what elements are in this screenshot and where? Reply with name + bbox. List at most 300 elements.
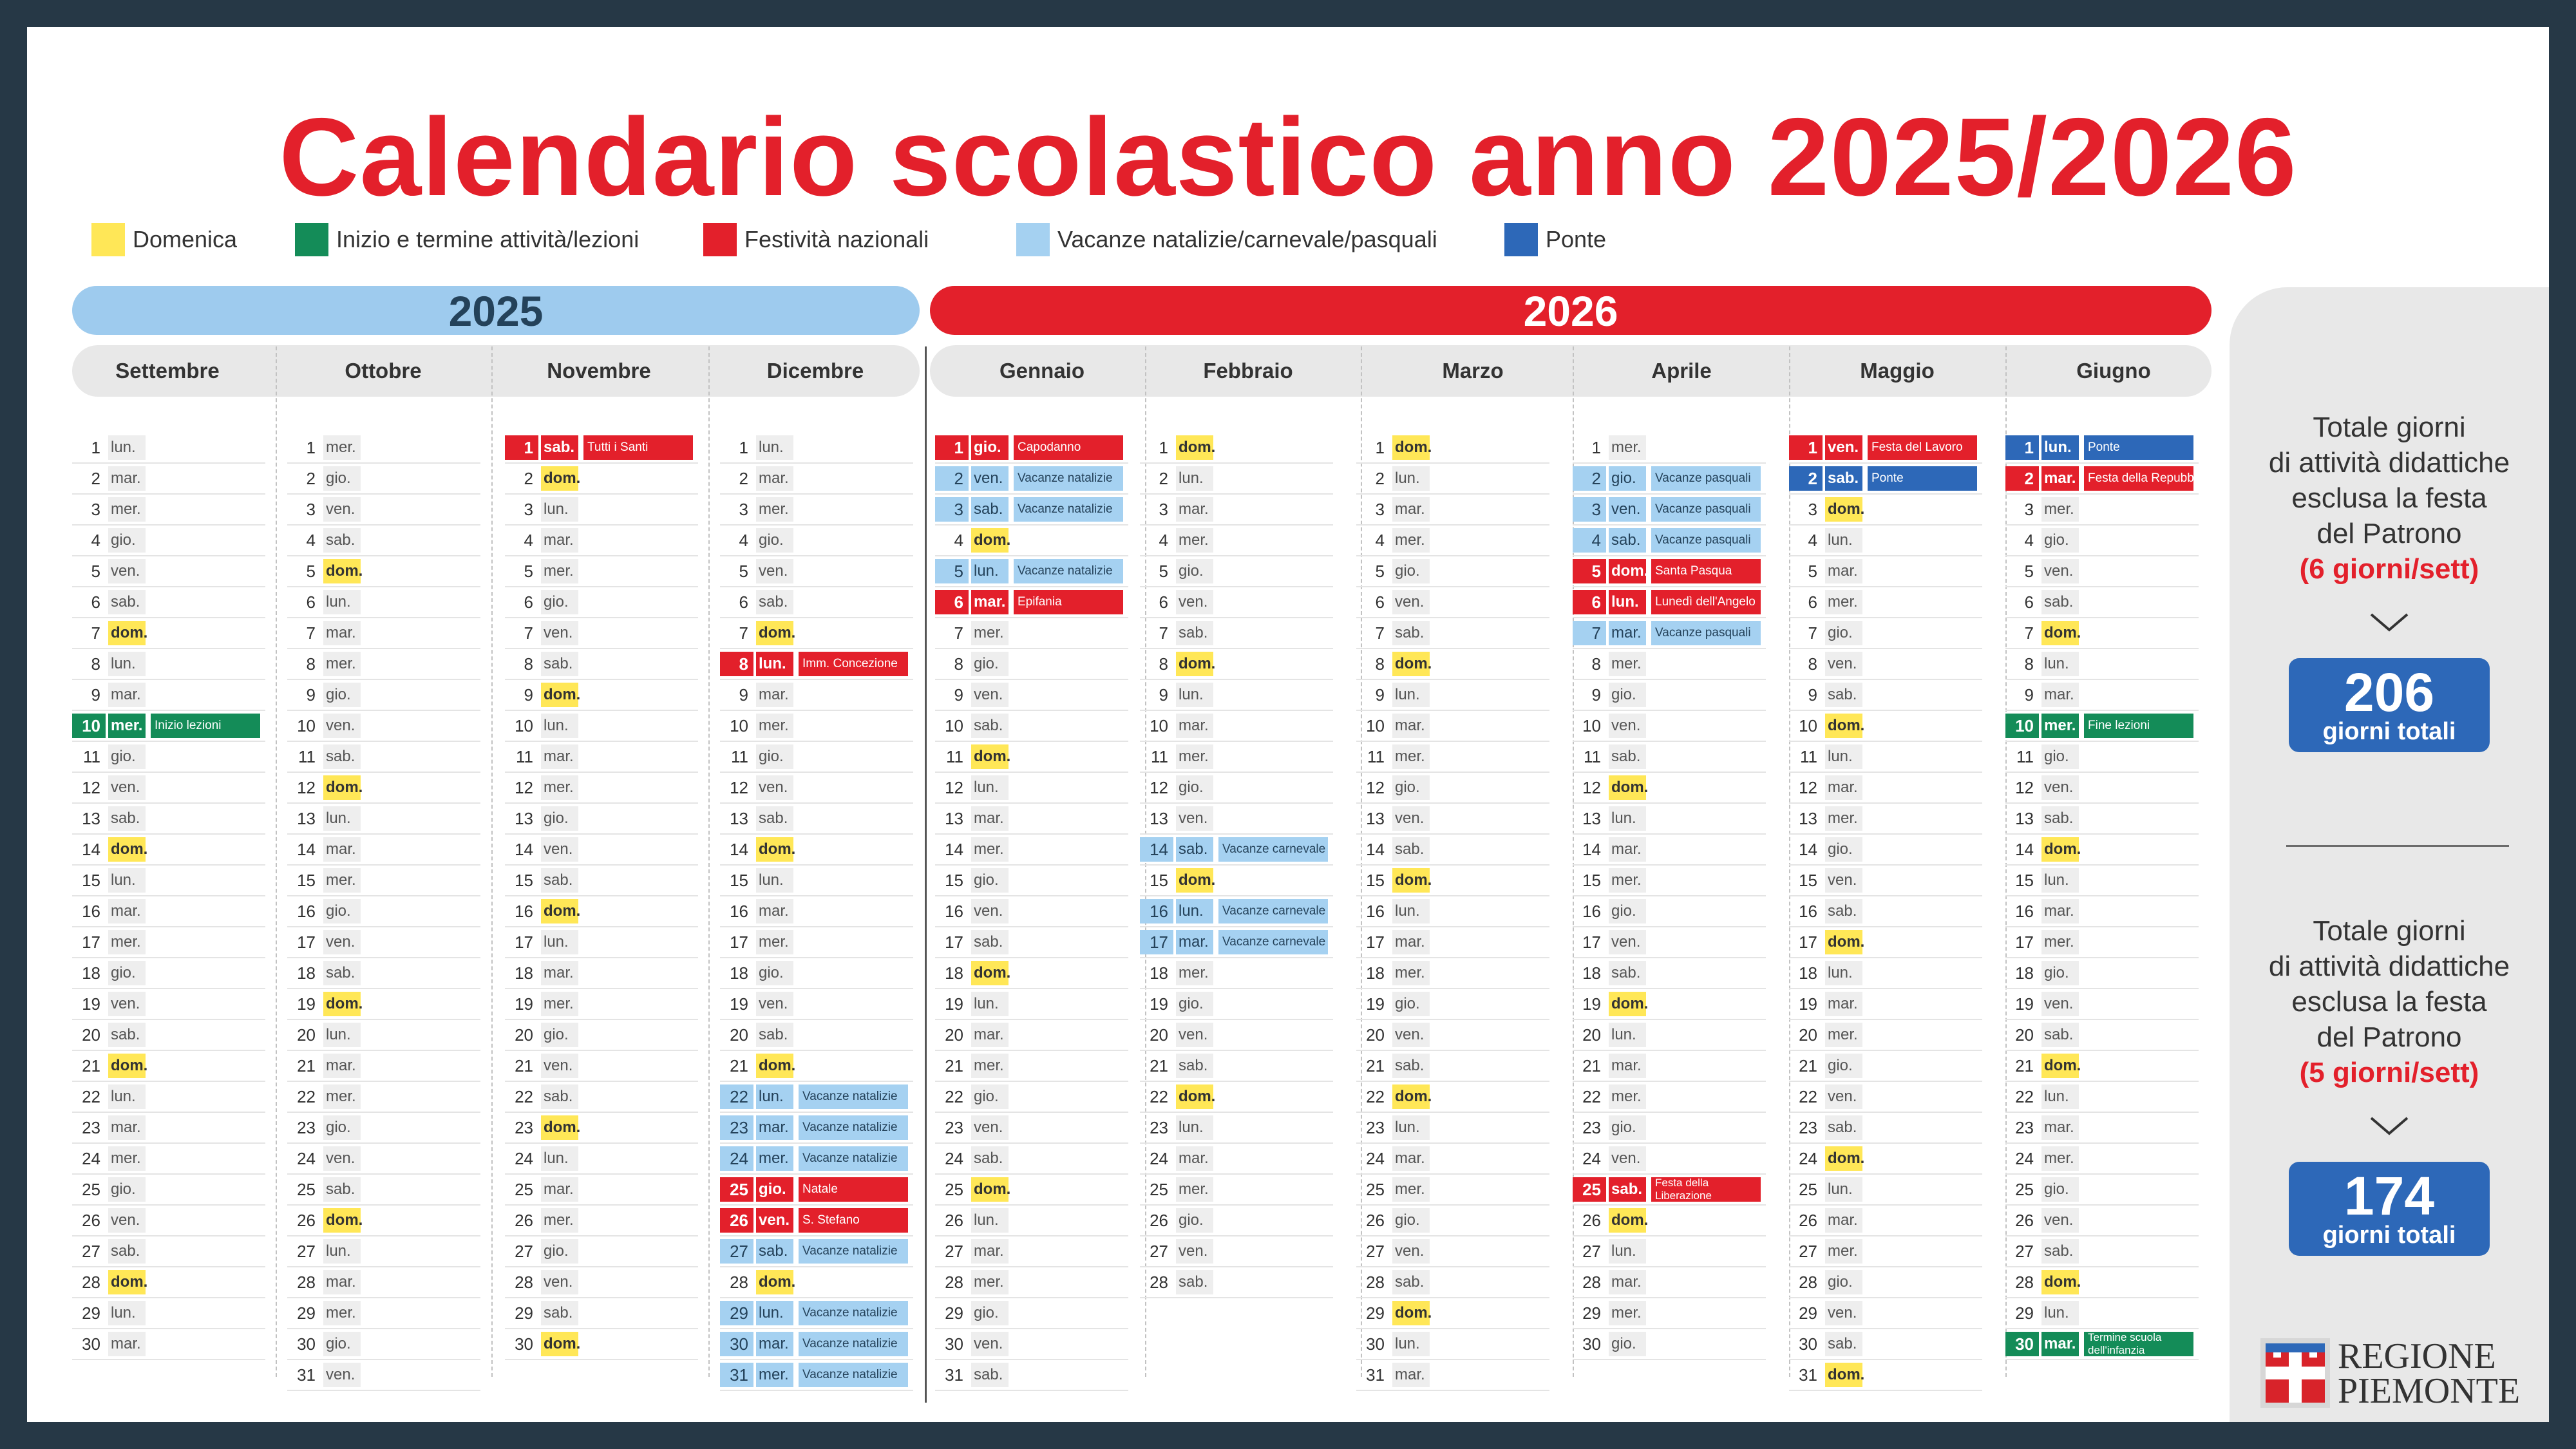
day-of-week: ven. [323, 497, 361, 522]
day-of-week: mer. [1825, 1239, 1862, 1264]
day-of-week: mar. [2041, 683, 2079, 707]
day-row [505, 618, 698, 649]
day-number: 9 [91, 685, 100, 705]
month-header: Giugno [2076, 359, 2151, 383]
day-of-week: sab. [756, 1023, 793, 1047]
day-of-week: mar. [971, 806, 1009, 831]
day-of-week: sab. [1609, 961, 1646, 985]
day-of-week: ven. [1176, 1239, 1213, 1264]
day-of-week: mar. [1392, 1363, 1430, 1387]
day-number: 7 [306, 623, 316, 643]
day-row [72, 1051, 265, 1082]
day-of-week: mer. [323, 435, 361, 460]
day-row [2005, 1329, 2199, 1360]
day-of-week: gio. [323, 1115, 361, 1140]
day-number: 25 [720, 1177, 753, 1202]
day-of-week: dom. [1609, 775, 1646, 800]
day-of-week: gio. [1825, 1054, 1862, 1078]
day-of-week: mar. [541, 744, 578, 769]
day-of-week: ven. [323, 1146, 361, 1171]
day-number: 5 [1573, 559, 1606, 583]
day-of-week: mer. [541, 1208, 578, 1233]
day-of-week: mar. [1176, 714, 1213, 738]
day-event-label: Vacanze carnevale [1218, 899, 1328, 923]
day-row [2005, 1298, 2199, 1329]
day-number: 25 [1366, 1180, 1385, 1199]
day-event-label: Vacanze natalizie [799, 1332, 908, 1356]
day-row [935, 1329, 1128, 1360]
day-of-week: mer. [2041, 1146, 2079, 1171]
day-number: 28 [1366, 1273, 1385, 1292]
day-row [935, 958, 1128, 989]
day-of-week: gio. [1609, 466, 1646, 491]
day-number: 28 [515, 1273, 533, 1292]
day-number: 13 [1799, 809, 1817, 828]
day-row [1356, 896, 1549, 927]
day-number: 24 [1582, 1149, 1601, 1168]
day-row [935, 1267, 1128, 1298]
day-row [1789, 927, 1982, 958]
day-of-week: sab. [541, 1084, 578, 1109]
day-of-week: lun. [1176, 466, 1213, 491]
day-of-week: gio. [1609, 1332, 1646, 1356]
day-of-week: lun. [1392, 683, 1430, 707]
day-row [1356, 866, 1549, 896]
day-number: 10 [1150, 716, 1168, 735]
day-number: 28 [297, 1273, 316, 1292]
day-number: 31 [297, 1365, 316, 1385]
day-of-week: ven. [1392, 1023, 1430, 1047]
day-of-week: gio. [1392, 992, 1430, 1016]
day-row [72, 1175, 265, 1206]
day-of-week: mer. [1176, 1177, 1213, 1202]
day-row [287, 1206, 480, 1236]
day-row [1573, 587, 1766, 618]
day-number: 26 [1150, 1211, 1168, 1230]
day-row [720, 1144, 913, 1175]
day-row [72, 835, 265, 866]
day-row [935, 680, 1128, 711]
day-row [287, 1236, 480, 1267]
day-number: 4 [91, 531, 100, 550]
day-row [720, 618, 913, 649]
day-of-week: mar. [541, 961, 578, 985]
day-number: 3 [1808, 500, 1817, 519]
day-row [72, 464, 265, 495]
day-of-week: lun. [1825, 961, 1862, 985]
day-row [935, 1082, 1128, 1113]
day-of-week: sab. [1392, 837, 1430, 862]
day-number: 10 [730, 716, 748, 735]
calendar-card [27, 27, 2549, 1422]
day-of-week: lun. [1609, 590, 1646, 614]
day-of-week: ven. [541, 1054, 578, 1078]
day-number: 8 [720, 652, 753, 676]
day-row [720, 1267, 913, 1298]
day-of-week: mar. [1176, 1146, 1213, 1171]
day-of-week: gio. [1825, 1270, 1862, 1294]
day-number: 5 [935, 559, 969, 583]
day-of-week: gio. [108, 1177, 146, 1202]
day-number: 18 [945, 963, 963, 983]
day-row [720, 1298, 913, 1329]
day-number: 15 [297, 871, 316, 890]
day-of-week: gio. [2041, 961, 2079, 985]
day-row [720, 1082, 913, 1113]
day-number: 5 [91, 562, 100, 581]
day-of-week: mar. [108, 1332, 146, 1356]
day-of-week: ven. [756, 992, 793, 1016]
day-row [720, 1020, 913, 1051]
day-row [72, 1020, 265, 1051]
day-of-week: gio. [541, 590, 578, 614]
day-of-week: mer. [2041, 930, 2079, 954]
day-of-week: sab. [541, 435, 578, 460]
day-of-week: dom. [108, 1054, 146, 1078]
day-number: 30 [297, 1334, 316, 1354]
day-row [935, 1360, 1128, 1391]
day-number: 1 [2005, 435, 2039, 460]
day-row [935, 1113, 1128, 1144]
day-number: 13 [82, 809, 100, 828]
day-of-week: dom. [756, 1054, 793, 1078]
day-row [720, 1051, 913, 1082]
day-number: 30 [1582, 1334, 1601, 1354]
day-number: 27 [1150, 1242, 1168, 1261]
day-number: 20 [1150, 1025, 1168, 1045]
day-number: 2 [91, 469, 100, 488]
day-of-week: sab. [971, 930, 1009, 954]
day-of-week: dom. [1825, 1363, 1862, 1387]
day-number: 27 [720, 1239, 753, 1264]
day-row [287, 433, 480, 464]
regione-piemonte-logo-icon [2260, 1338, 2330, 1408]
day-number: 14 [82, 840, 100, 859]
day-row [505, 1329, 698, 1360]
day-number: 24 [720, 1146, 753, 1171]
day-of-week: mer. [1392, 744, 1430, 769]
day-of-week: sab. [971, 1363, 1009, 1387]
day-row [1789, 618, 1982, 649]
day-number: 10 [2005, 714, 2039, 738]
day-event-label: S. Stefano [799, 1208, 908, 1233]
day-row [2005, 804, 2199, 835]
day-number: 18 [2015, 963, 2034, 983]
day-event-label: Vacanze natalizie [799, 1115, 908, 1140]
day-of-week: gio. [971, 1084, 1009, 1109]
day-of-week: mer. [1609, 435, 1646, 460]
day-of-week: sab. [971, 497, 1009, 522]
day-number: 5 [1375, 562, 1385, 581]
day-of-week: dom. [1392, 652, 1430, 676]
day-of-week: ven. [1392, 590, 1430, 614]
day-row [1789, 649, 1982, 680]
chevron-down-icon [2369, 1114, 2410, 1137]
day-row [1573, 742, 1766, 773]
day-row [1789, 958, 1982, 989]
day-number: 18 [515, 963, 533, 983]
day-row [287, 1020, 480, 1051]
day-number: 18 [297, 963, 316, 983]
day-of-week: dom. [541, 1332, 578, 1356]
day-of-week: ven. [1609, 1146, 1646, 1171]
day-number: 15 [1150, 871, 1168, 890]
day-of-week: mar. [1825, 559, 1862, 583]
day-of-week: dom. [1176, 435, 1213, 460]
day-row [720, 433, 913, 464]
day-of-week: gio. [756, 961, 793, 985]
day-of-week: mer. [1176, 961, 1213, 985]
day-of-week: dom. [108, 621, 146, 645]
day-number: 15 [1799, 871, 1817, 890]
logo-line-1: REGIONE [2338, 1336, 2496, 1376]
day-row [2005, 1206, 2199, 1236]
day-number: 23 [515, 1118, 533, 1137]
day-event-label: Vacanze natalizie [799, 1239, 908, 1264]
month-column [287, 433, 480, 1391]
day-of-week: gio. [2041, 744, 2079, 769]
day-row [1140, 866, 1333, 896]
day-row [1356, 1298, 1549, 1329]
day-row [935, 433, 1128, 464]
day-of-week: lun. [1609, 1239, 1646, 1264]
day-number: 22 [1582, 1087, 1601, 1106]
day-number: 26 [1582, 1211, 1601, 1230]
day-row [1573, 1175, 1766, 1206]
day-number: 29 [945, 1303, 963, 1323]
month-column [720, 433, 913, 1391]
day-of-week: mer. [323, 1301, 361, 1325]
day-number: 12 [2015, 778, 2034, 797]
day-row [720, 1329, 913, 1360]
day-of-week: gio. [108, 961, 146, 985]
day-of-week: ven. [971, 466, 1009, 491]
month-header: Maggio [1860, 359, 1935, 383]
day-row [1789, 989, 1982, 1020]
day-number: 11 [298, 747, 316, 766]
day-of-week: sab. [2041, 806, 2079, 831]
day-row [1573, 989, 1766, 1020]
day-number: 10 [72, 714, 106, 738]
day-number: 19 [1582, 994, 1601, 1014]
day-row [935, 711, 1128, 742]
day-number: 5 [2024, 562, 2034, 581]
day-number: 11 [1584, 747, 1601, 766]
day-of-week: sab. [1609, 1177, 1646, 1202]
year-header-2026: 2026 [930, 286, 2211, 335]
day-row [287, 711, 480, 742]
day-row [1140, 742, 1333, 773]
day-row [1573, 804, 1766, 835]
day-of-week: ven. [1609, 930, 1646, 954]
day-number: 25 [945, 1180, 963, 1199]
day-number: 15 [730, 871, 748, 890]
day-of-week: sab. [541, 652, 578, 676]
day-of-week: lun. [1825, 1177, 1862, 1202]
day-row [720, 1113, 913, 1144]
day-row [72, 1113, 265, 1144]
day-number: 17 [730, 933, 748, 952]
day-number: 21 [1799, 1056, 1817, 1075]
day-row [287, 1360, 480, 1391]
day-of-week: ven. [1392, 1239, 1430, 1264]
day-of-week: sab. [1392, 1270, 1430, 1294]
day-of-week: dom. [1392, 1301, 1430, 1325]
day-event-label: Vacanze natalizie [1014, 559, 1123, 583]
day-row [1789, 1329, 1982, 1360]
day-number: 13 [2015, 809, 2034, 828]
day-of-week: mer. [1176, 528, 1213, 553]
day-of-week: mar. [108, 683, 146, 707]
day-number: 6 [739, 592, 748, 612]
day-number: 31 [720, 1363, 753, 1387]
day-of-week: ven. [541, 1270, 578, 1294]
day-number: 17 [2015, 933, 2034, 952]
day-row [1140, 804, 1333, 835]
day-row [1356, 835, 1549, 866]
day-number: 30 [2005, 1332, 2039, 1356]
day-number: 6 [524, 592, 533, 612]
day-number: 4 [954, 531, 963, 550]
day-number: 9 [1375, 685, 1385, 705]
day-number: 9 [2024, 685, 2034, 705]
day-number: 28 [1150, 1273, 1168, 1292]
day-number: 26 [515, 1211, 533, 1230]
day-row [287, 680, 480, 711]
day-row [1789, 1298, 1982, 1329]
day-number: 17 [1582, 933, 1601, 952]
day-row [287, 1051, 480, 1082]
day-row [1140, 1113, 1333, 1144]
day-of-week: ven. [971, 899, 1009, 923]
day-of-week: ven. [1176, 1023, 1213, 1047]
day-of-week: lun. [108, 1084, 146, 1109]
day-row [1573, 464, 1766, 495]
day-row [1356, 1020, 1549, 1051]
day-row [720, 556, 913, 587]
day-row [1140, 958, 1333, 989]
day-number: 25 [1573, 1177, 1606, 1202]
day-row [935, 773, 1128, 804]
day-of-week: dom. [541, 1115, 578, 1140]
day-number: 11 [2016, 747, 2034, 766]
day-row [1789, 433, 1982, 464]
day-row [72, 958, 265, 989]
day-number: 2 [306, 469, 316, 488]
day-row [1789, 1113, 1982, 1144]
day-event-label: Festa della Liberazione [1651, 1177, 1761, 1202]
day-number: 20 [1582, 1025, 1601, 1045]
day-of-week: gio. [2041, 528, 2079, 553]
day-row [1573, 1267, 1766, 1298]
year-separator [925, 346, 927, 1403]
day-number: 3 [935, 497, 969, 522]
day-number: 15 [945, 871, 963, 890]
day-of-week: mer. [1609, 868, 1646, 893]
day-number: 3 [91, 500, 100, 519]
day-row [720, 1236, 913, 1267]
day-event-label: Vacanze carnevale [1218, 930, 1328, 954]
day-of-week: gio. [971, 435, 1009, 460]
day-of-week: ven. [1825, 1301, 1862, 1325]
day-number: 24 [945, 1149, 963, 1168]
month-header: Dicembre [766, 359, 864, 383]
day-row [72, 433, 265, 464]
day-of-week: gio. [1609, 899, 1646, 923]
day-of-week: mer. [108, 497, 146, 522]
day-of-week: mar. [2041, 1115, 2079, 1140]
day-of-week: mer. [756, 1363, 793, 1387]
day-row [1789, 1082, 1982, 1113]
day-row [1356, 1329, 1549, 1360]
day-of-week: mer. [1825, 1023, 1862, 1047]
day-number: 22 [2015, 1087, 2034, 1106]
day-row [720, 464, 913, 495]
day-row [720, 526, 913, 556]
day-number: 1 [1159, 438, 1168, 457]
day-event-label: Vacanze pasquali [1651, 528, 1761, 553]
day-number: 16 [730, 902, 748, 921]
day-number: 3 [1573, 497, 1606, 522]
day-of-week: mar. [1392, 1146, 1430, 1171]
day-number: 30 [82, 1334, 100, 1354]
day-row [1140, 989, 1333, 1020]
day-number: 27 [82, 1242, 100, 1261]
day-of-week: ven. [1609, 714, 1646, 738]
day-row [287, 495, 480, 526]
day-of-week: lun. [1392, 899, 1430, 923]
day-row [72, 618, 265, 649]
day-of-week: mar. [323, 837, 361, 862]
day-row [1140, 1206, 1333, 1236]
day-row [505, 1113, 698, 1144]
day-row [935, 526, 1128, 556]
day-event-label: Vacanze pasquali [1651, 466, 1761, 491]
legend-item-sunday [91, 220, 237, 259]
day-of-week: dom. [971, 528, 1009, 553]
day-number: 23 [297, 1118, 316, 1137]
day-row [2005, 1113, 2199, 1144]
day-row [505, 495, 698, 526]
day-of-week: mer. [323, 1084, 361, 1109]
day-of-week: ven. [323, 1363, 361, 1387]
legend-item-vacation [1016, 220, 1437, 259]
day-number: 26 [1366, 1211, 1385, 1230]
day-number: 23 [1582, 1118, 1601, 1137]
day-number: 13 [1150, 809, 1168, 828]
month-header: Marzo [1442, 359, 1504, 383]
day-of-week: lun. [1176, 899, 1213, 923]
day-of-week: lun. [2041, 1084, 2079, 1109]
day-number: 26 [82, 1211, 100, 1230]
day-of-week: dom. [1176, 652, 1213, 676]
day-number: 5 [306, 562, 316, 581]
day-of-week: mer. [756, 714, 793, 738]
totals-6-line: del Patrono [2316, 518, 2462, 549]
day-of-week: ven. [1825, 1084, 1862, 1109]
day-row [1140, 1082, 1333, 1113]
day-row [505, 1206, 698, 1236]
month-column [1140, 433, 1333, 1298]
day-row [1789, 1144, 1982, 1175]
day-number: 7 [524, 623, 533, 643]
day-row [1789, 866, 1982, 896]
day-of-week: mar. [323, 1054, 361, 1078]
day-number: 21 [1366, 1056, 1385, 1075]
day-of-week: mer. [108, 714, 146, 738]
day-of-week: lun. [2041, 868, 2079, 893]
day-row [1356, 711, 1549, 742]
